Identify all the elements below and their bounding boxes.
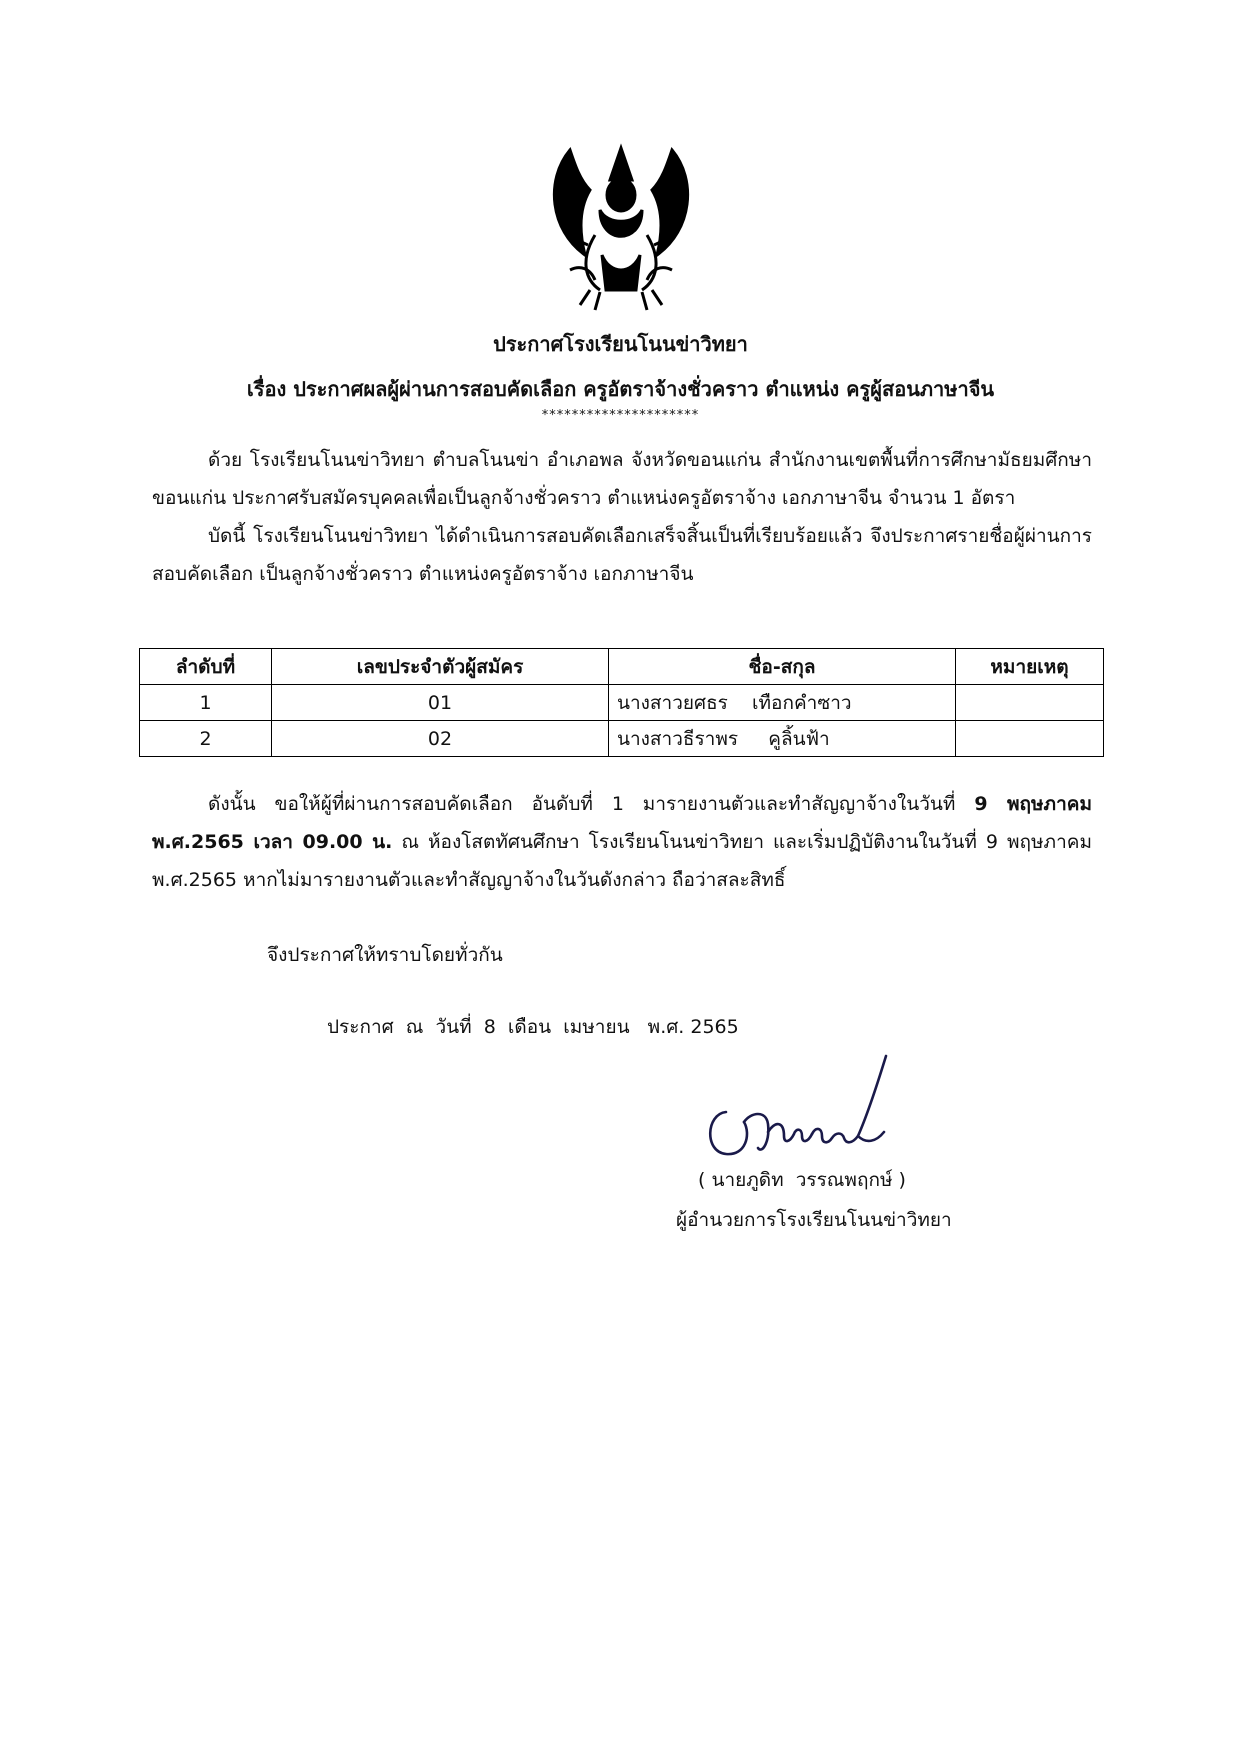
row-name: นางสาวยศธร เทือกคำซาว (609, 685, 956, 721)
results-table (139, 648, 1104, 757)
col-note-header: หมายเหตุ (956, 649, 1104, 685)
paragraph-2: บัดนี้ โรงเรียนโนนข่าวิทยา ได้ดำเนินการสอบคัดเลือกเสร็จสิ้นเป็นที่เรียบร้อยแล้ว จึงประกาศรายชื่อผู้ผ่านการสอบคัดเลือก เป็นลูกจ้างชั่วคราว ตำแหน่งครูอัตราจ้าง เอกภาษาจีน (152, 525, 1092, 585)
announcement-date: ประกาศ ณ วันที่ 8 เดือน เมษายน พ.ศ. 2565 (327, 1016, 739, 1038)
title-separator: ********************* (541, 408, 700, 423)
closing-statement: จึงประกาศให้ทราบโดยทั่วกัน (267, 944, 503, 966)
signature-icon (696, 1052, 916, 1170)
signer-name: ( นายภูดิท วรรณพฤกษ์ ) (698, 1169, 906, 1191)
announcement-subject: เรื่อง ประกาศผลผู้ผ่านการสอบคัดเลือก ครูอัตราจ้างชั่วคราว ตำแหน่ง ครูผู้สอนภาษาจีน (246, 377, 995, 401)
row-applicant-id: 02 (272, 721, 609, 757)
row-applicant-id: 01 (272, 685, 609, 721)
table-header-row (140, 649, 1104, 685)
col-id-header: เลขประจำตัวผู้สมัคร (272, 649, 609, 685)
col-order-header: ลำดับที่ (140, 649, 272, 685)
table-row (140, 685, 1104, 721)
paragraph-3-part1: ดังนั้น ขอให้ผู้ที่ผ่านการสอบคัดเลือก อันดับที่ 1 มารายงานตัวและทำสัญญาจ้างในวันที่ (208, 793, 975, 815)
signer-position: ผู้อำนวยการโรงเรียนโนนข่าวิทยา (676, 1209, 952, 1231)
paragraph-3-part2: ณ ห้องโสตทัศนศึกษา โรงเรียนโนนข่าวิทยา และเริ่มปฏิบัติงานในวันที่ 9 พฤษภาคม พ.ศ.2565 หากไม่มารายงานตัวและทำสัญญาจ้างในวันดังกล่าว ถือว่าสละสิทธิ์ (152, 831, 1092, 891)
garuda-emblem-icon (540, 140, 702, 315)
row-name: นางสาวธีราพร คูลิ้นฟ้า (609, 721, 956, 757)
body-intro (152, 441, 1092, 593)
report-date-time: 9 พฤษภาคม พ.ศ.2565 เวลา 09.00 น. (152, 793, 1092, 853)
row-note (956, 721, 1104, 757)
row-note (956, 685, 1104, 721)
table-row (140, 721, 1104, 757)
row-order: 1 (140, 685, 272, 721)
paragraph-3 (152, 785, 1092, 899)
paragraph-1: ด้วย โรงเรียนโนนข่าวิทยา ตำบลโนนข่า อำเภอพล จังหวัดขอนแก่น สำนักงานเขตพื้นที่การศึกษามัธยมศึกษาขอนแก่น ประกาศรับสมัครบุคคลเพื่อเป็นลูกจ้างชั่วคราว ตำแหน่งครูอัตราจ้าง เอกภาษาจีน จำนวน 1 อัตรา (152, 449, 1092, 509)
row-order: 2 (140, 721, 272, 757)
col-name-header: ชื่อ-สกุล (609, 649, 956, 685)
body-instructions (152, 785, 1092, 899)
page-title: ประกาศโรงเรียนโนนข่าวิทยา (493, 332, 748, 356)
